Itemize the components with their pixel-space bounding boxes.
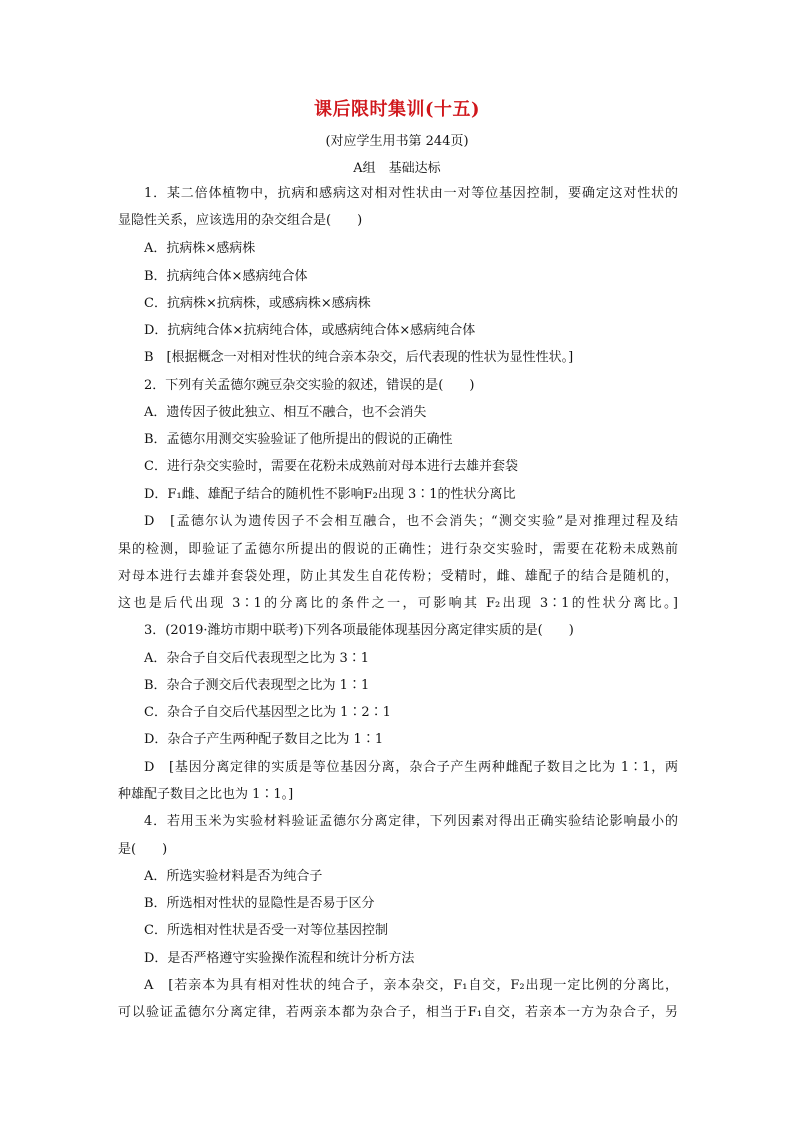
text-line: B．抗病纯合体×感病纯合体 (144, 269, 308, 284)
text-line: C．杂合子自交后代基因型之比为 1∶2∶1 (144, 705, 391, 720)
text-line: D．F₁雌、雄配子结合的随机性不影响F₂出现 3∶1的性状分离比 (144, 487, 516, 502)
text-line: D [孟德尔认为遗传因子不会相互融合，也不会消失；“测交实验”是对推理过程及结 (144, 514, 678, 529)
text-line: D [基因分离定律的实质是等位基因分离，杂合子产生两种雌配子数目之比为 1∶1，两 (144, 760, 678, 775)
text-line: 对母本进行去雄并套袋处理，防止其发生自花传粉；受精时，雌、雄配子的结合是随机的， (118, 569, 678, 584)
text-line: D．抗病纯合体×抗病纯合体，或感病纯合体×感病纯合体 (144, 323, 476, 338)
text-line: 3．(2019·潍坊市期中联考)下列各项最能体现基因分离定律实质的是( ) (144, 623, 574, 638)
page-title: 课后限时集训(十五) (313, 99, 481, 120)
text-line: A．遗传因子彼此独立、相互不融合，也不会消失 (144, 405, 427, 420)
text-line: 种雄配子数目之比也为 1∶1。] (118, 787, 294, 802)
section-heading: A组 基础达标 (353, 161, 441, 176)
text-line: 果的检测，即验证了孟德尔所提出的假说的正确性；进行杂交实验时，需要在花粉未成熟前 (118, 542, 678, 557)
text-line: B．所选相对性状的显隐性是否易于区分 (144, 896, 375, 911)
text-line: B [根据概念一对相对性状的纯合亲本杂交，后代表现的性状为显性性状。] (144, 350, 574, 365)
text-line: 2．下列有关孟德尔豌豆杂交实验的叙述，错误的是( ) (144, 378, 475, 393)
text-line: A [若亲本为具有相对性状的纯合子，亲本杂交，F₁自交，F₂出现一定比例的分离比， (144, 978, 678, 993)
text-line: 4．若用玉米为实验材料验证孟德尔分离定律，下列因素对得出正确实验结论影响最小的 (144, 814, 678, 829)
text-line: 显隐性关系，应该选用的杂交组合是( ) (118, 213, 363, 228)
page-subtitle: (对应学生用书第 244页) (325, 134, 469, 149)
text-line: A．抗病株×感病株 (144, 241, 256, 256)
text-line: A．杂合子自交后代表现型之比为 3∶1 (144, 651, 370, 666)
text-line: C．进行杂交实验时，需要在花粉未成熟前对母本进行去雄并套袋 (144, 459, 518, 474)
text-line: B．杂合子测交后代表现型之比为 1∶1 (144, 678, 370, 693)
text-line: 可以验证孟德尔分离定律，若两亲本都为杂合子，相当于F₁自交，若亲本一方为杂合子，另 (118, 1005, 678, 1020)
text-line: A．所选实验材料是否为纯合子 (144, 869, 323, 884)
text-line: D．是否严格遵守实验操作流程和统计分析方法 (144, 951, 415, 966)
text-line: C．抗病株×抗病株，或感病株×感病株 (144, 296, 371, 311)
text-line: D．杂合子产生两种配子数目之比为 1∶1 (144, 732, 384, 747)
text-line: 1．某二倍体植物中，抗病和感病这对相对性状由一对等位基因控制，要确定这对性状的 (144, 186, 678, 201)
text-line: 是( ) (118, 842, 168, 857)
text-line: 这也是后代出现 3∶1的分离比的条件之一，可影响其 F₂出现 3∶1的性状分离比。] (118, 596, 678, 611)
text-line: B．孟德尔用测交实验验证了他所提出的假说的正确性 (144, 432, 453, 447)
text-line: C．所选相对性状是否受一对等位基因控制 (144, 923, 388, 938)
